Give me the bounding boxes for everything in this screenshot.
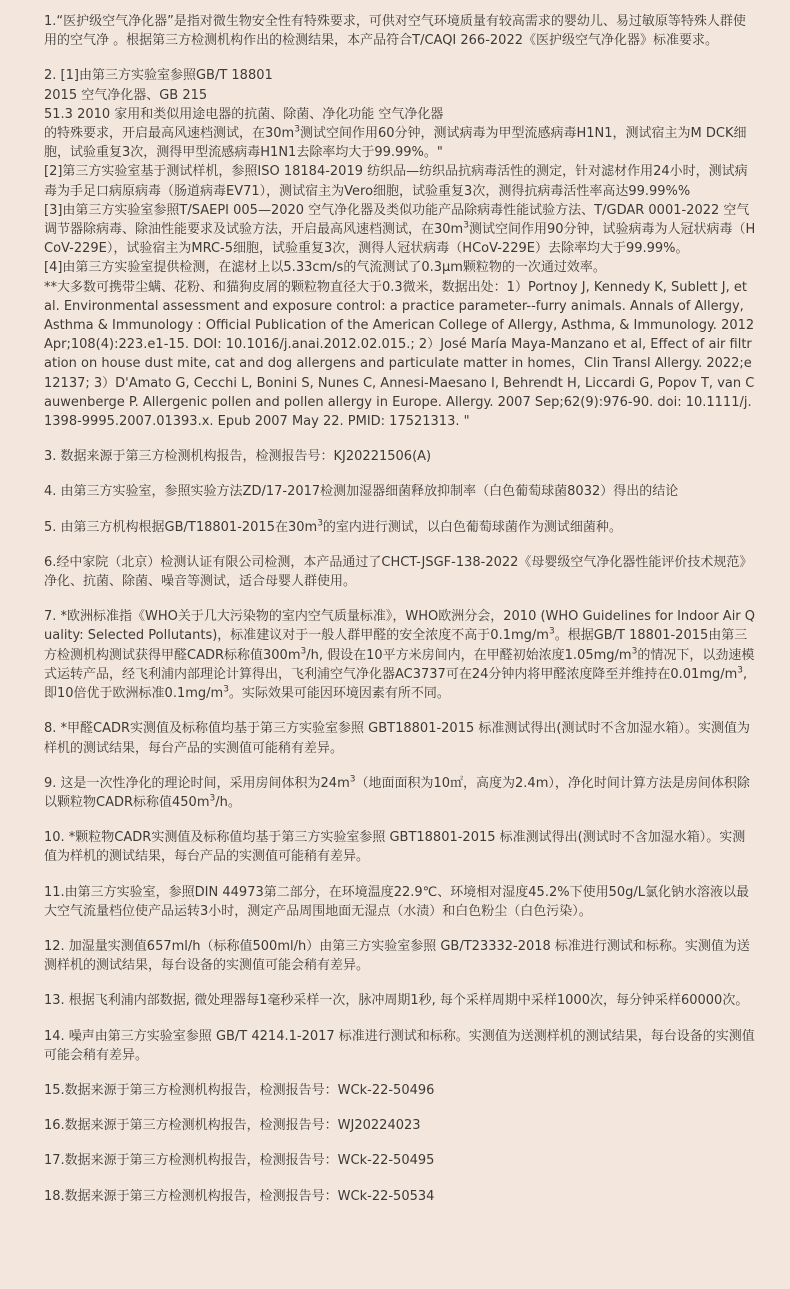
note-1: 1.“医护级空气净化器”是指对微生物安全性有特殊要求，可供对空气环境质量有较高需求的婴幼儿、易过敏原等特殊人群使用的空气净 。根据第三方检测机构作出的检测结果，本产品符合T/CAQI 266-2022《医护级空气净化器》标准要求。: [44, 14, 746, 49]
superscript: 3: [349, 774, 356, 785]
note-8: 8. *甲醛CADR实测值及标称值均基于第三方实验室参照 GBT18801-2015 标准测试得出(测试时不含加湿水箱）。实测值为样机的测试结果，每台产品的实测值可能稍有差异。: [44, 721, 750, 756]
note-7-f: 。实际效果可能因环境因素有所不同。: [228, 686, 450, 702]
note-2-ref-1-text: [44, 124, 756, 162]
note-13: 13. 根据飞利浦内部数据, 微处理器每1毫秒采样一次，脉冲周期1秒, 每个采样周期中采样1000次，每分钟采样60000次。: [44, 993, 749, 1009]
superscript: 3: [737, 665, 744, 676]
note-7-c: /h, 假设在10平方米房间内，在甲醛初始浓度1.05mg/m: [306, 647, 632, 663]
note-15: 15.数据来源于第三方检测机构报告，检测报告号：WCk-22-50496: [44, 1082, 435, 1098]
note-2: [44, 66, 756, 431]
note-12: 12. 加湿量实测值657ml/h（标称值500ml/h）由第三方实验室参照 GB/T23332-2018 标准进行测试和标称。实测值为送测样机的测试结果，每台设备的实测值可能会稍有差异。: [44, 938, 750, 974]
note-3: 3. 数据来源于第三方检测机构报告，检测报告号：KJ20221506(A): [44, 449, 432, 465]
note-2-line-2: 2015 空气净化器、GB 215: [44, 87, 208, 103]
superscript: 3: [317, 518, 323, 529]
note-7: [44, 607, 756, 703]
note-11: 11.由第三方实验室，参照DIN 44973第二部分，在环境温度22.9℃、环境相对湿度45.2%下使用50g/L氯化钠水溶液以最大空气流量档位使产品运转3小时，测定产品周围地面无湿点（水渍）和白色粉尘（白色污染）。: [44, 884, 749, 919]
note-2-line-3: 51.3 2010 家用和类似用途电器的抗菌、除菌、净化功能 空气净化器: [44, 106, 444, 122]
note-6: 6.经中家院（北京）检测认证有限公司检测，本产品通过了CHCT-JSGF-138-2022《母婴级空气净化器性能评价技术规范》净化、抗菌、除菌、噪音等测试，适合母婴人群使用。: [44, 554, 753, 590]
note-7-b: 。根据GB/T 18801-2015由第三方检测机构测试获得甲醛CADR标称值300m: [44, 628, 748, 663]
note-9-b: （地面面积为10㎡，高度为2.4m），净化时间计算方法是房间体积除以颗粒物CADR标称值450m: [44, 775, 750, 810]
superscript: 3: [548, 627, 555, 638]
note-2-ref-3-a: [3]由第三方实验室参照T/SAEPI 005—2020 空气净化器及类似功能产品除病毒性能试验方法、T/GDAR 0001-2022 空气调节器除病毒、除油性能要求及试验方法，开启最高风速档测试，在30m: [44, 202, 750, 238]
note-7-d: 的情况下，以劲速模式运转产品，经飞利浦内部理论计算得出，飞利浦空气净化器AC3737可在24分钟内将甲醛浓度降至并维持在0.01mg/m: [44, 647, 755, 682]
note-17: 17.数据来源于第三方检测机构报告，检测报告号：WCk-22-50495: [44, 1153, 435, 1169]
note-5-b: 的室内进行测试，以白色葡萄球菌作为测试细菌种。: [322, 519, 622, 535]
note-2-line-1: 2. [1]由第三方实验室参照GB/T 18801: [44, 68, 273, 84]
superscript: 3: [294, 124, 300, 135]
superscript: 3: [300, 646, 307, 657]
note-18: 18.数据来源于第三方检测机构报告，检测报告号：WCk-22-50534: [44, 1188, 435, 1204]
note-4: 4. 由第三方实验室，参照实验方法ZD/17-2017检测加湿器细菌释放抑制率（白色葡萄球菌8032）得出的结论: [44, 484, 679, 500]
note-10: 10. *颗粒物CADR实测值及标称值均基于第三方实验室参照 GBT18801-2015 标准测试得出(测试时不含加湿水箱）。实测值为样机的测试结果，每台产品的实测值可能稍有差异。: [44, 830, 746, 865]
note-9: [44, 774, 756, 812]
note-2-ref-2: [2]第三方实验室基于测试样机，参照ISO 18184-2019 纺织品—纺织品抗病毒活性的测定，针对滤材作用24小时，测试病毒为手足口病原病毒（肠道病毒EV71），测试宿主为Vero细胞，试验重复3次，测得抗病毒活性率高达99.99%%: [44, 164, 748, 199]
note-7-e: ,即10倍优于欧洲标准0.1mg/m: [44, 666, 748, 702]
note-2-ref-1-a: 的特殊要求，开启最高风速档测试，在30m: [44, 126, 295, 142]
note-16: 16.数据来源于第三方检测机构报告，检测报告号：WJ20224023: [44, 1118, 421, 1134]
note-2-ref-3: [44, 201, 756, 259]
note-9-a: 9. 这是一次性净化的理论时间，采用房间体积为24m: [44, 775, 350, 791]
note-2-ref-3-b: 测试空间作用90分钟，试验病毒为人冠状病毒（HCoV-229E），试验宿主为MRC-5细胞，试验重复3次，测得人冠状病毒（HCoV-229E）去除率均大于99.99%。: [44, 222, 756, 257]
note-7-a: 7. *欧洲标准指《WHO关于几大污染物的室内空气质量标准》，WHO欧洲分会，2010 (WHO Guidelines for Indoor Air Quality: Selected Pollutants)，标准建议对于一般人群甲醛的安全浓度不高于0.1mg/m: [44, 609, 756, 644]
superscript: 3: [209, 793, 216, 804]
note-5: [44, 518, 756, 537]
note-2-ref-4: [4]由第三方实验室提供检测，在滤材上以5.33cm/s的气流测试了0.3μm颗粒物的一次通过效率。: [44, 260, 606, 276]
note-9-c: /h。: [215, 794, 241, 810]
superscript: 3: [463, 220, 469, 231]
superscript: 3: [223, 684, 229, 695]
superscript: 3: [631, 646, 638, 657]
note-2-references: **大多数可携带尘螨、花粉、和猫狗皮屑的颗粒物直径大于0.3微米，数据出处：1）Portnoy J, Kennedy K, Sublett J, et al. Environmental assessment and exposure control: a practice parameter--furry animals. Annals of Allergy, Asthma & Immunology : Official Publication of the American College of Allergy, Asthma, & Immunology. 2012 Apr;108(4):223.e1-15. DOI: 10.1016/j.anai.2012.02.015.; 2）José María Maya‐Manzano et al, Effect of air filtration on house dust mite, cat and dog allergens and particulate matter in homes，Clin Transl Allergy. 2022;e12137; 3）D'Amato G, Cecchi L, Bonini S, Nunes C, Annesi-Maesano I, Behrendt H, Liccardi G, Popov T, van Cauwenberge P. Allergenic pollen and pollen allergy in Europe. Allergy. 2007 Sep;62(9):976-90. doi: 10.1111/j.1398-9995.2007.01393.x. Epub 2007 May 22. PMID: 17521313. ": [44, 279, 755, 430]
note-2-ref-1-b: 测试空间作用60分钟，测试病毒为甲型流感病毒H1N1，测试宿主为M DCK细胞，试验重复3次，测得甲型流感病毒H1N1去除率均大于99.99%。": [44, 126, 747, 161]
note-14: 14. 噪声由第三方实验室参照 GB/T 4214.1-2017 标准进行测试和标称。实测值为送测样机的测试结果，每台设备的实测值可能会稍有差异。: [44, 1028, 755, 1063]
note-5-a: 5. 由第三方机构根据GB/T18801-2015在30m: [44, 519, 318, 535]
